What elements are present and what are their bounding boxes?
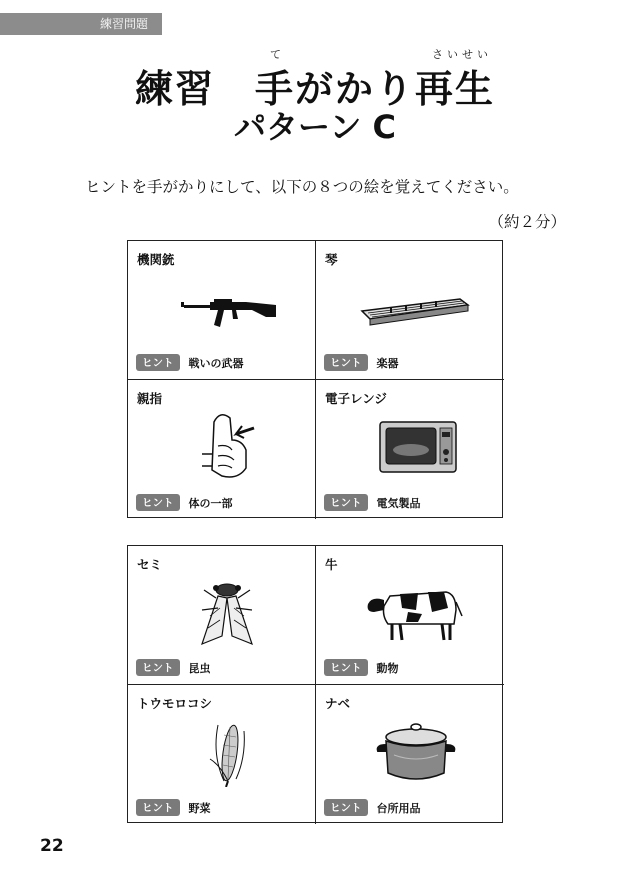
hint-badge: ヒント bbox=[136, 494, 180, 511]
card-corn bbox=[128, 685, 316, 824]
picture-grid-2 bbox=[127, 545, 503, 823]
cow-icon bbox=[360, 576, 470, 648]
card-name: 電子レンジ bbox=[325, 391, 387, 406]
card-machine-gun bbox=[128, 241, 316, 380]
hint-text: 戦いの武器 bbox=[188, 356, 244, 370]
thumb-icon bbox=[172, 410, 282, 482]
ruby-te: て bbox=[270, 48, 285, 61]
card-microwave bbox=[316, 380, 504, 519]
hint-text: 動物 bbox=[376, 661, 399, 675]
card-name: 親指 bbox=[137, 391, 163, 406]
hint-row bbox=[324, 799, 421, 816]
hint-badge: ヒント bbox=[136, 799, 180, 816]
card-name: 機関銃 bbox=[137, 252, 175, 267]
page-subtitle: パターン C bbox=[234, 108, 396, 146]
page-number: 22 bbox=[40, 836, 64, 856]
pot-icon bbox=[360, 715, 470, 787]
card-pot bbox=[316, 685, 504, 824]
card-name: 牛 bbox=[325, 557, 338, 572]
card-cow bbox=[316, 546, 504, 685]
hint-badge: ヒント bbox=[324, 494, 368, 511]
hint-row bbox=[136, 799, 211, 816]
microwave-icon bbox=[360, 410, 470, 482]
hint-badge: ヒント bbox=[324, 354, 368, 371]
time-note: （約２分） bbox=[488, 213, 566, 231]
section-tab: 練習問題 bbox=[0, 13, 162, 35]
card-thumb bbox=[128, 380, 316, 519]
hint-text: 野菜 bbox=[188, 801, 211, 815]
machine-gun-icon bbox=[172, 271, 282, 343]
hint-text: 体の一部 bbox=[188, 496, 233, 510]
hint-row bbox=[136, 354, 244, 371]
card-name: セミ bbox=[137, 557, 163, 572]
koto-icon bbox=[360, 271, 470, 343]
card-name: ナベ bbox=[325, 696, 351, 711]
hint-badge: ヒント bbox=[324, 799, 368, 816]
hint-text: 楽器 bbox=[376, 356, 399, 370]
picture-grid-1 bbox=[127, 240, 503, 518]
hint-text: 台所用品 bbox=[376, 801, 421, 815]
title-part2: 手がかり再生 bbox=[255, 67, 496, 111]
hint-badge: ヒント bbox=[136, 659, 180, 676]
cicada-icon bbox=[172, 576, 282, 648]
instruction-text: ヒントを手がかりにして、以下の８つの絵を覚えてください。 bbox=[85, 178, 519, 196]
hint-row bbox=[136, 494, 233, 511]
ruby-saisei: さいせい bbox=[432, 48, 492, 61]
hint-row bbox=[324, 354, 399, 371]
hint-badge: ヒント bbox=[136, 354, 180, 371]
hint-text: 昆虫 bbox=[188, 661, 211, 675]
hint-row bbox=[136, 659, 211, 676]
hint-row bbox=[324, 659, 399, 676]
hint-row bbox=[324, 494, 421, 511]
card-name: トウモロコシ bbox=[137, 696, 213, 711]
card-name: 琴 bbox=[325, 252, 338, 267]
card-cicada bbox=[128, 546, 316, 685]
title-part1: 練習 bbox=[134, 67, 215, 111]
hint-text: 電気製品 bbox=[376, 496, 421, 510]
card-koto bbox=[316, 241, 504, 380]
corn-icon bbox=[172, 715, 282, 787]
hint-badge: ヒント bbox=[324, 659, 368, 676]
